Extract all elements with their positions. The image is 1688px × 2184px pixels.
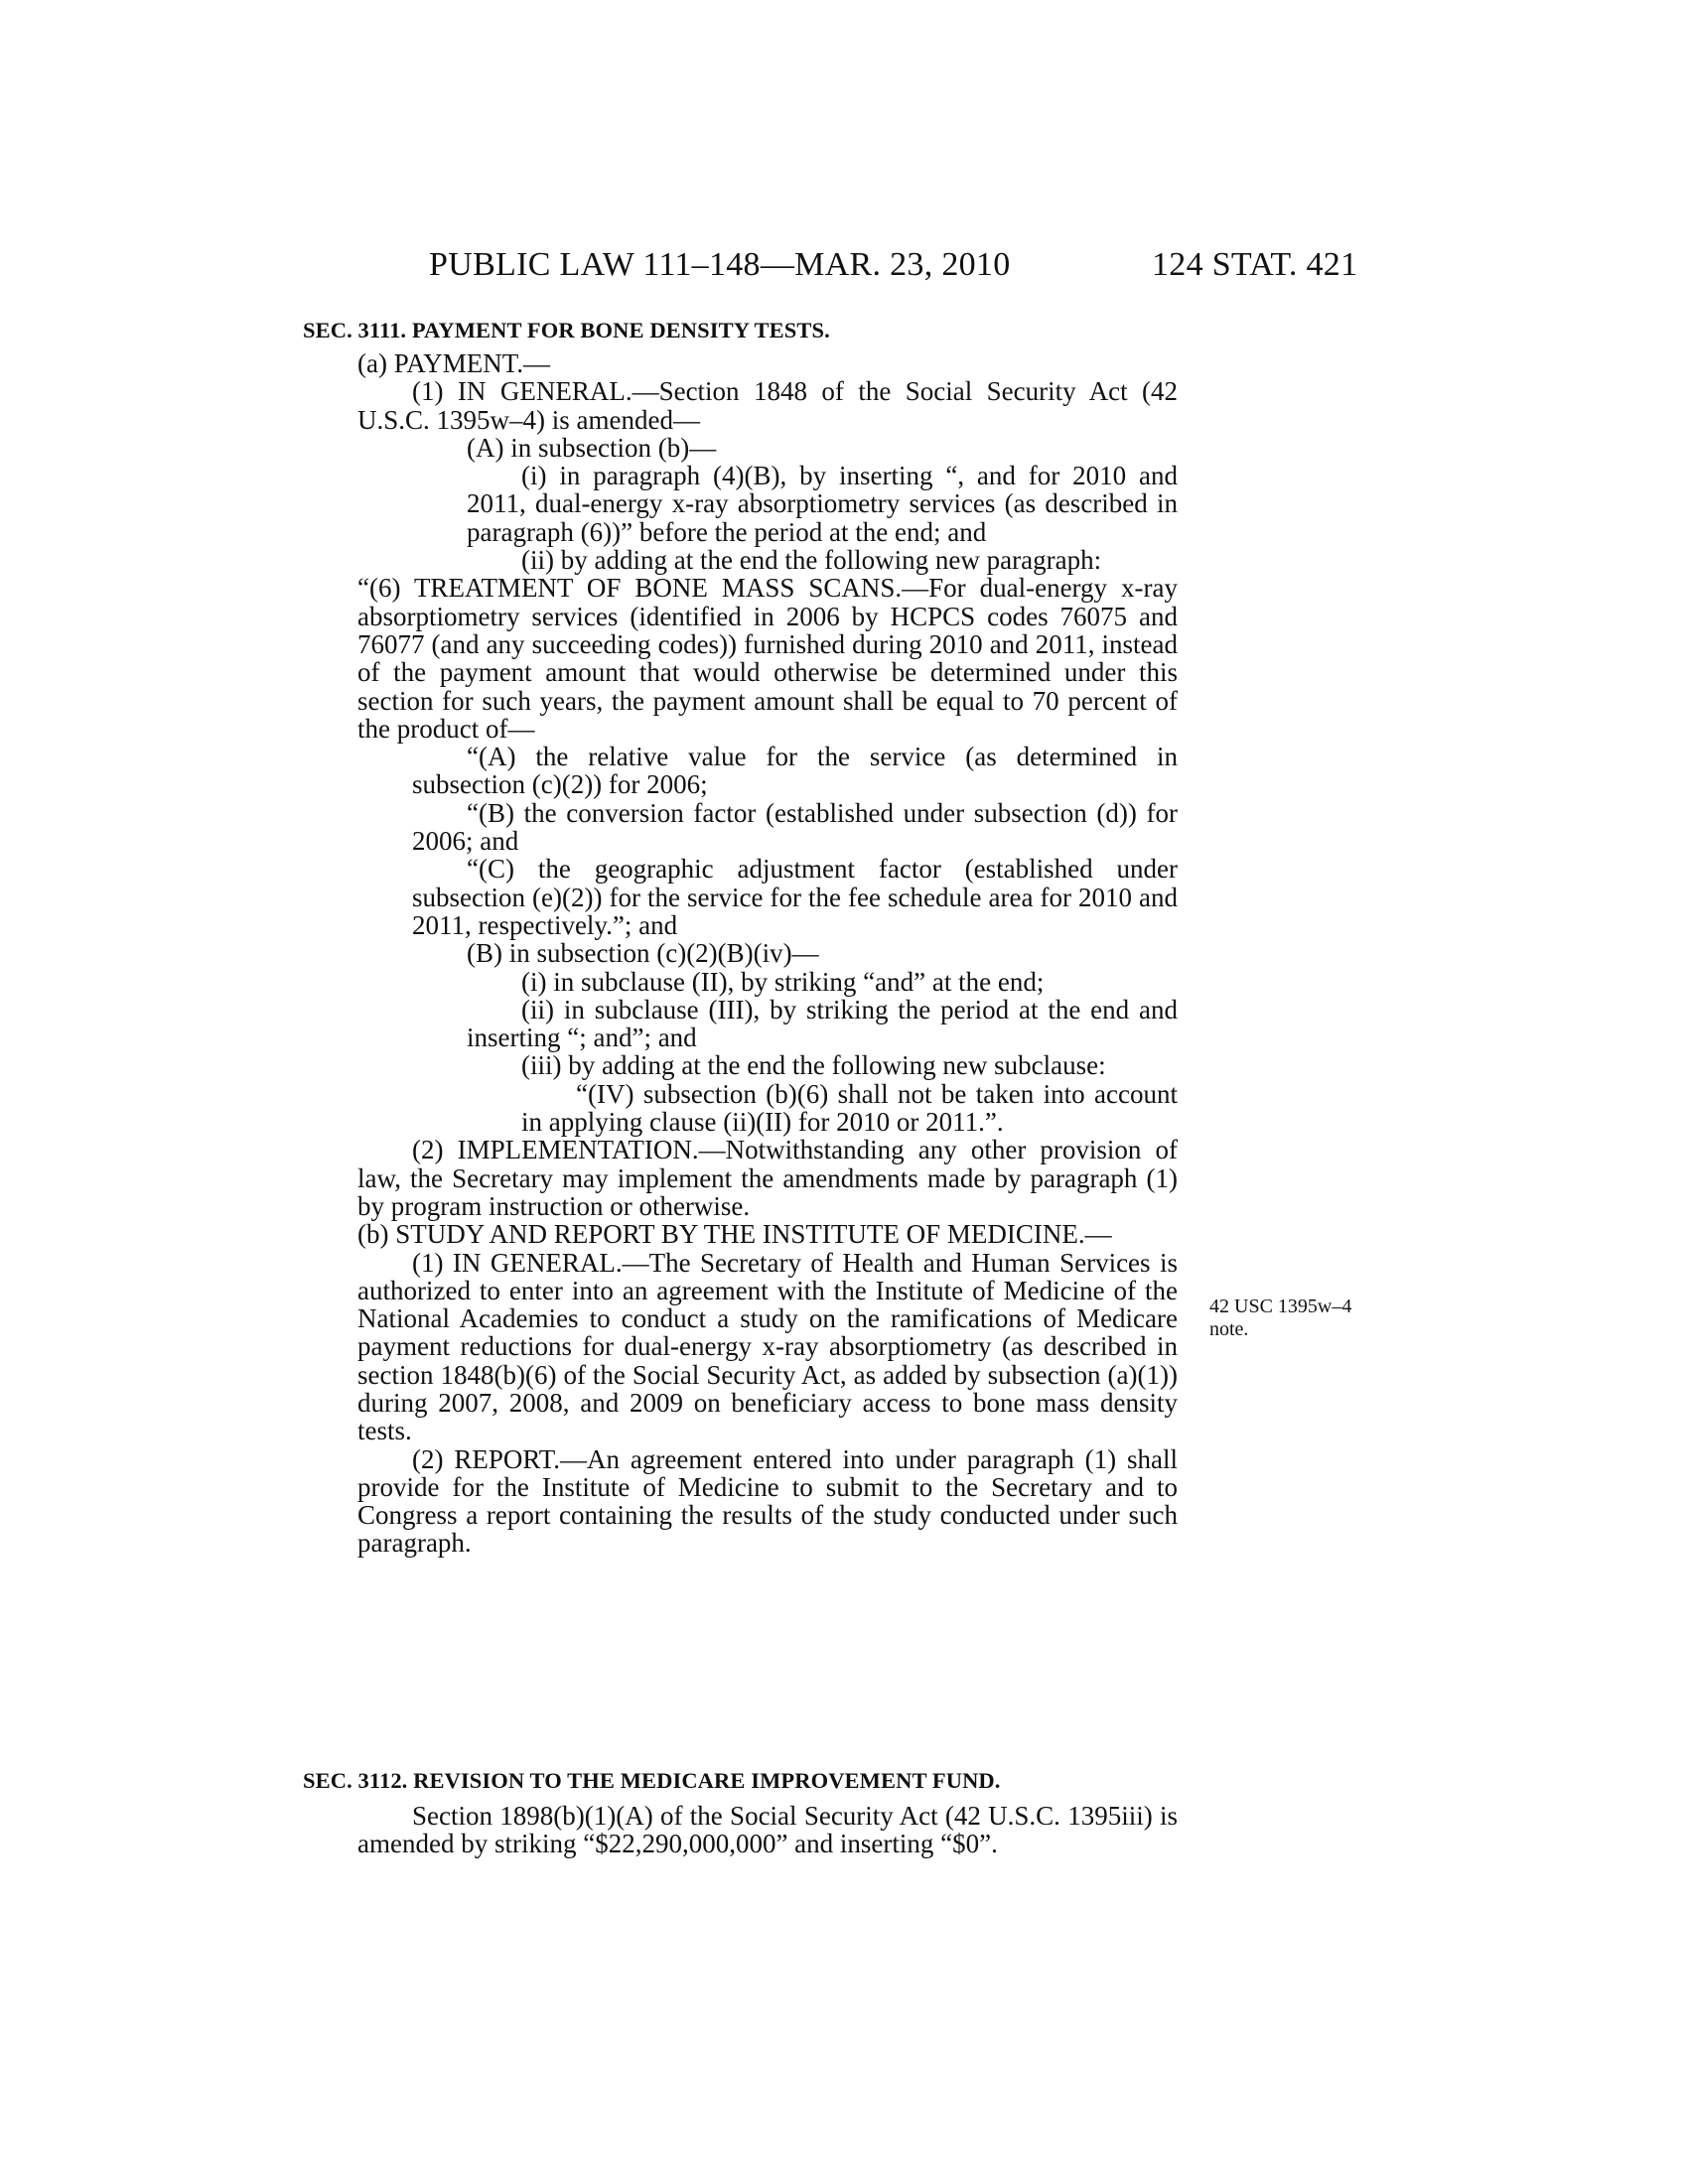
section-3112-text: Section 1898(b)(1)(A) of the Social Security Act (42 U.S.C. 1395iii) is amended by striking “$22,290,000,000” and inserting “$0”. bbox=[357, 1801, 1178, 1859]
subclause-clause-i: (i) in subclause (II), by striking “and” at the end; bbox=[521, 966, 1045, 997]
subsection-a-heading: (a) PAYMENT.— bbox=[357, 348, 551, 378]
section-3111-heading: SEC. 3111. PAYMENT FOR BONE DENSITY TESTS. bbox=[303, 318, 830, 342]
subclause-clause-iii: (iii) by adding at the end the following new subclause: bbox=[521, 1050, 1106, 1081]
section-3112-body bbox=[357, 1802, 1178, 1858]
running-header: PUBLIC LAW 111–148—MAR. 23, 2010 bbox=[429, 246, 1011, 283]
clause-ii: (ii) by adding at the end the following new paragraph: bbox=[521, 545, 1102, 576]
subsection-b-heading: (b) STUDY AND REPORT BY THE INSTITUTE OF MEDICINE.— bbox=[357, 1219, 1112, 1250]
page-stat-citation: 124 STAT. 421 bbox=[1152, 246, 1358, 283]
subparagraph-A: (A) in subsection (b)— bbox=[467, 432, 717, 463]
margin-note-usc: 42 USC 1395w–4 note. bbox=[1209, 1296, 1352, 1340]
item-B: “(B) the conversion factor (established under subsection (d)) for 2006; and bbox=[412, 797, 1178, 857]
subsection-b-paragraph-1: (1) IN GENERAL.—The Secretary of Health and Human Services is authorized to enter into an agreement with the Institute of Medicine of the National Academies to conduct a study on the ramifications of Medicare payment reductions for dual-energy x-ray absorptiometry (as described in section 1848(b)(6) of the Social Security Act, as added by subsection (a)(1)) during 2007, 2008, and 2009 on beneficiary access to bone mass density tests. bbox=[357, 1247, 1178, 1446]
item-C: “(C) the geographic adjustment factor (established under subsection (e)(2)) for the service for the fee schedule area for 2010 and 2011, respectively.”; and bbox=[412, 854, 1178, 940]
section-3111-body bbox=[357, 349, 1178, 1558]
item-A: “(A) the relative value for the service (as determined in subsection (c)(2)) for 2006; bbox=[412, 742, 1178, 800]
paragraph-2-implementation: (2) IMPLEMENTATION.—Notwithstanding any other provision of law, the Secretary may implement the amendments made by paragraph (1) by program instruction or otherwise. bbox=[357, 1135, 1178, 1221]
clause-i: (i) in paragraph (4)(B), by inserting “, and for 2010 and 2011, dual-energy x-ray absorptiometry services (as described in paragraph (6))” before the period at the end; and bbox=[467, 461, 1178, 547]
subsection-b-paragraph-2: (2) REPORT.—An agreement entered into under paragraph (1) shall provide for the Institute of Medicine to submit to the Secretary and to Congress a report containing the results of the study conducted under such paragraph. bbox=[357, 1443, 1178, 1559]
section-3112-heading: SEC. 3112. REVISION TO THE MEDICARE IMPROVEMENT FUND. bbox=[303, 1768, 1001, 1793]
subclause-IV: “(IV) subsection (b)(6) shall not be taken into account in applying clause (ii)(II) for 2010 or 2011.”. bbox=[521, 1078, 1178, 1138]
new-paragraph-6: “(6) TREATMENT OF BONE MASS SCANS.—For dual-energy x-ray absorptiometry services (identified in 2006 by HCPCS codes 76075 and 76077 (and any succeeding codes)) furnished during 2010 and 2011, instead of the payment amount that would otherwise be determined under this section for such years, the payment amount shall be equal to 70 percent of the product of— bbox=[357, 573, 1178, 744]
subclause-clause-ii: (ii) in subclause (III), by striking the period at the end and inserting “; and”; and bbox=[467, 994, 1178, 1053]
paragraph-1: (1) IN GENERAL.—Section 1848 of the Social Security Act (42 U.S.C. 1395w–4) is amended— bbox=[357, 376, 1178, 435]
subparagraph-B: (B) in subsection (c)(2)(B)(iv)— bbox=[467, 938, 819, 969]
